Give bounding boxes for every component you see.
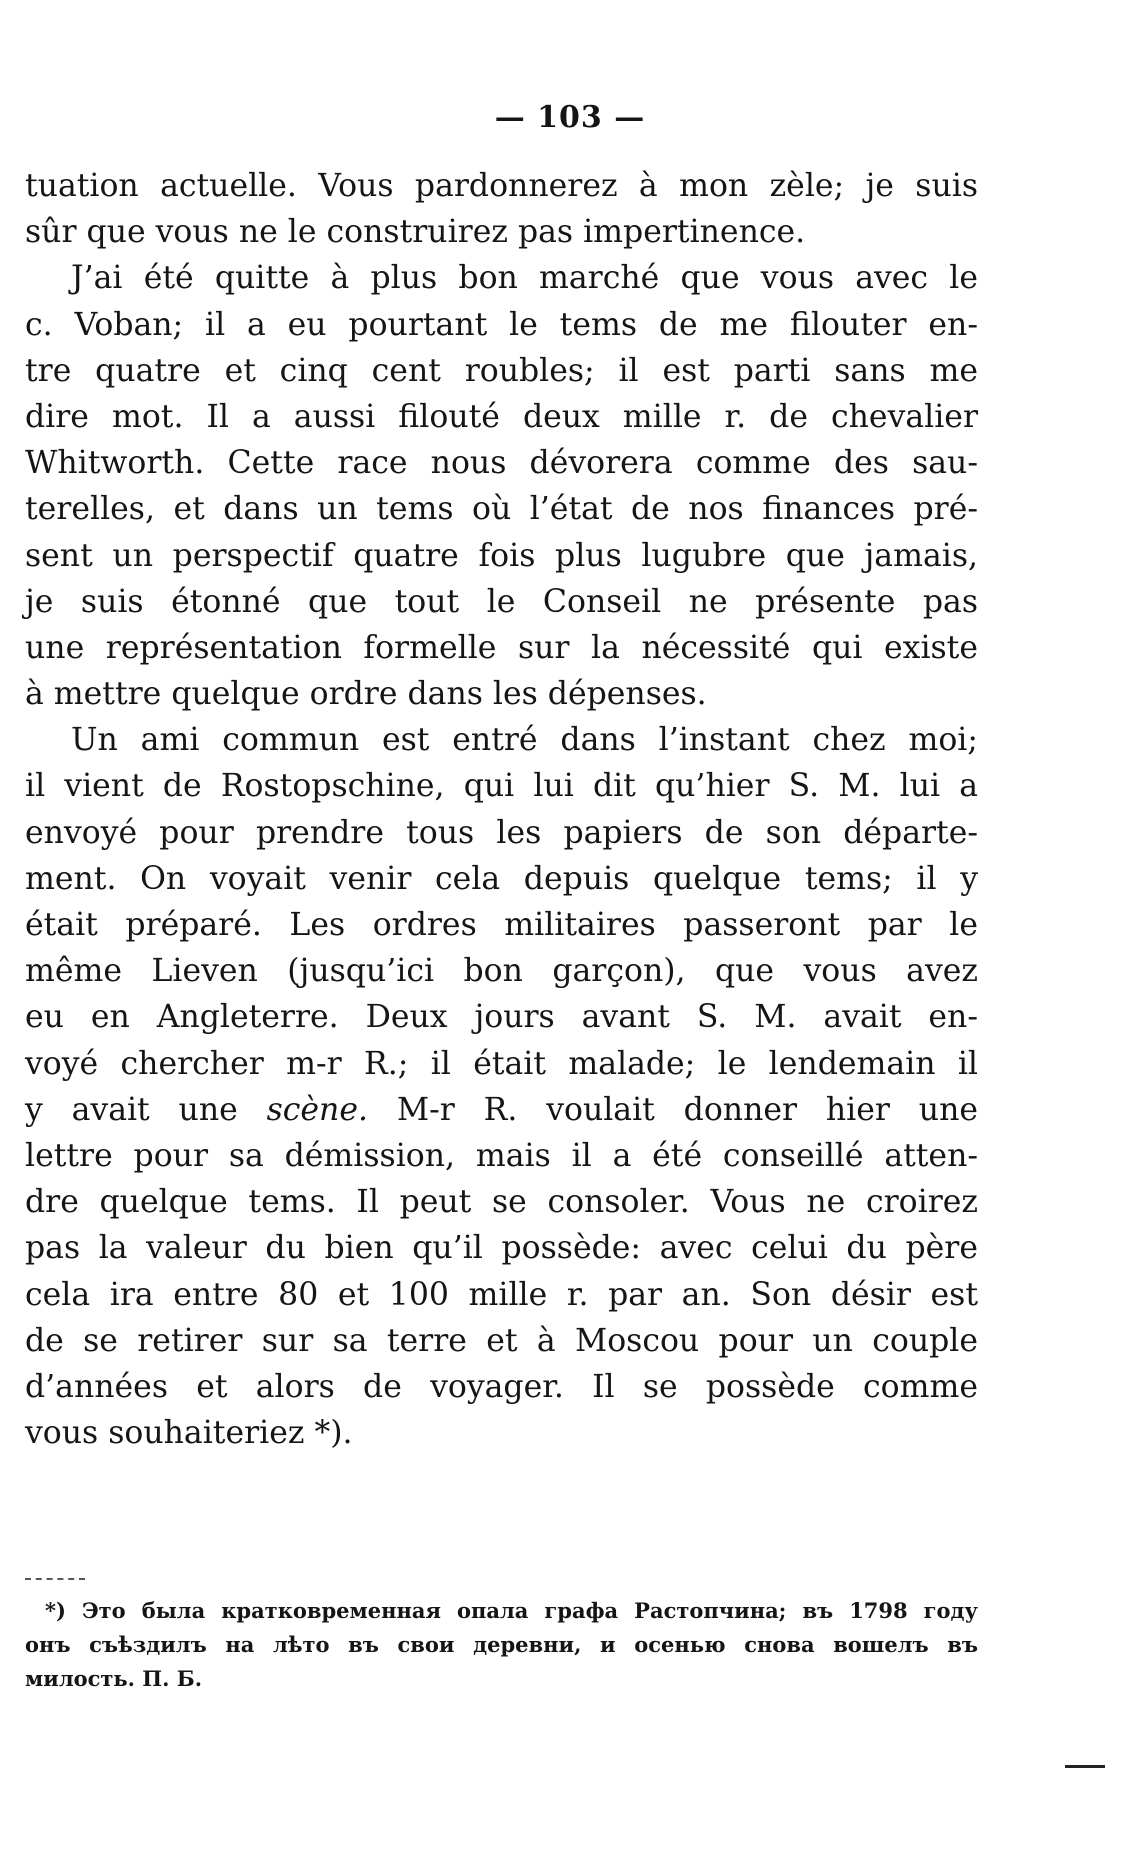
text-segment: y avait une bbox=[25, 1091, 238, 1128]
footnote-divider bbox=[25, 1578, 85, 1580]
text-line: même Lieven (jusqu’ici bon garçon), que vous avez bbox=[25, 953, 978, 990]
text-line: je suis étonné que tout le Conseil ne présente pas bbox=[25, 583, 978, 620]
page-edge-mark bbox=[1065, 1765, 1105, 1768]
text-line-with-italic bbox=[25, 1087, 978, 1133]
text-line: une représentation formelle sur la nécessité qui existe bbox=[25, 629, 978, 666]
text-line: J’ai été quitte à plus bon marché que vous avec le bbox=[71, 260, 978, 297]
text-line: tre quatre et cinq cent roubles; il est parti sans me bbox=[25, 352, 978, 389]
text-line: ment. On voyait venir cela depuis quelque tems; il y bbox=[25, 860, 978, 897]
text-line: d’années et alors de voyager. Il se possède comme bbox=[25, 1368, 978, 1405]
text-line: pas la valeur du bien qu’il possède: avec celui du père bbox=[25, 1230, 978, 1267]
text-line: Un ami commun est entré dans l’instant chez moi; bbox=[71, 722, 978, 759]
main-text bbox=[25, 163, 978, 1456]
text-line: voyé chercher m-r R.; il était malade; le lendemain il bbox=[25, 1045, 978, 1082]
text-line: eu en Angleterre. Deux jours avant S. M. avait en- bbox=[25, 999, 978, 1036]
text-line: terelles, et dans un tems où l’état de nos finances pré- bbox=[25, 491, 978, 528]
text-line: était préparé. Les ordres militaires passeront par le bbox=[25, 907, 978, 943]
text-line: Whitworth. Cette race nous dévorera comme des sau- bbox=[25, 445, 978, 482]
text-line: il vient de Rostopschine, qui lui dit qu’hier S. M. lui a bbox=[25, 768, 978, 805]
footnote-line: онъ съѣздилъ на лѣто въ свои деревни, и осенью снова вошелъ въ bbox=[25, 1632, 978, 1657]
text-line: dre quelque tems. Il peut se consoler. Vous ne croirez bbox=[25, 1184, 978, 1221]
text-line: de se retirer sur sa terre et à Moscou pour un couple bbox=[25, 1322, 978, 1359]
text-line: tuation actuelle. Vous pardonnerez à mon zèle; je suis bbox=[25, 168, 978, 204]
text-line: dire mot. Il a aussi filouté deux mille r. de chevalier bbox=[25, 398, 978, 435]
text-line: c. Voban; il a eu pourtant le tems de me filouter en- bbox=[25, 306, 978, 343]
page-number: — 103 — bbox=[494, 100, 646, 135]
footnote bbox=[25, 1594, 978, 1696]
text-line: vous souhaiteriez *). bbox=[25, 1415, 353, 1452]
text-segment: M-r R. voulait donner hier une bbox=[396, 1091, 978, 1128]
text-line: cela ira entre 80 et 100 mille r. par an. Son désir est bbox=[25, 1276, 978, 1313]
text-line: à mettre quelque ordre dans les dépenses. bbox=[25, 676, 707, 713]
text-line: lettre pour sa démission, mais il a été conseillé atten- bbox=[25, 1137, 978, 1174]
text-line: envoyé pour prendre tous les papiers de son départe- bbox=[25, 814, 978, 851]
italic-word: scène. bbox=[266, 1091, 368, 1128]
text-line: sûr que vous ne le construirez pas impertinence. bbox=[25, 214, 806, 251]
text-line: sent un perspectif quatre fois plus lugubre que jamais, bbox=[25, 537, 978, 574]
footnote-line: милость. П. Б. bbox=[25, 1666, 203, 1691]
footnote-line: *) Это была кратковременная опала графа Растопчина; въ 1798 году bbox=[45, 1598, 978, 1623]
